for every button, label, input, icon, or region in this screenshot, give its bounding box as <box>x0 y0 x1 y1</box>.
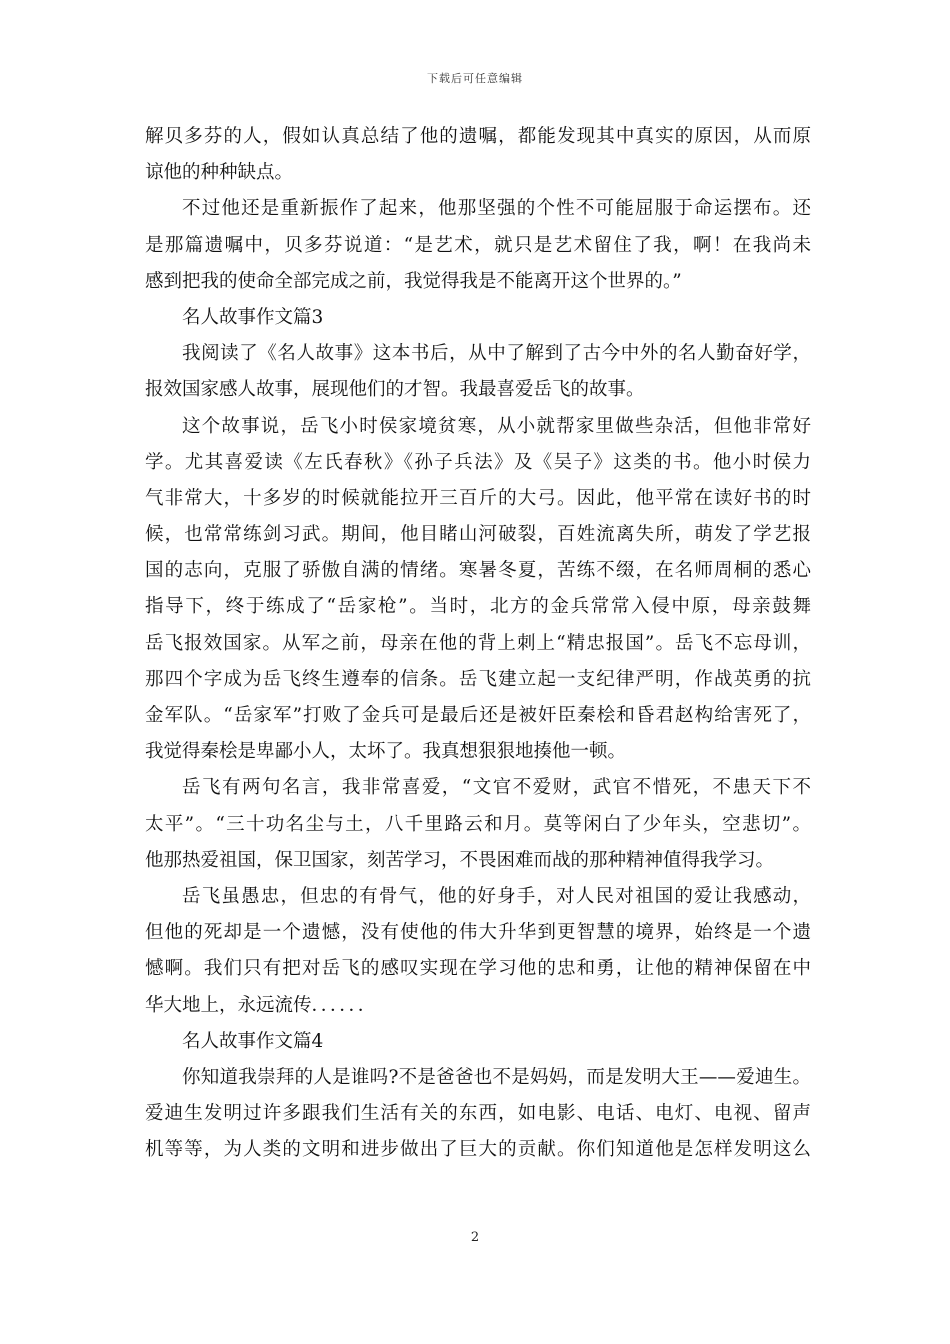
text-line: 机等等，为人类的文明和进步做出了巨大的贡献。你们知道他是怎样发明这么 <box>145 1139 811 1161</box>
text-line: 名人故事作文篇4 <box>182 1030 324 1052</box>
text-line: 是那篇遗嘱中，贝多芬说道：“是艺术，就只是艺术留住了我，啊！在我尚未 <box>145 234 811 256</box>
text-line: 解贝多芬的人，假如认真总结了他的遗嘱，都能发现其中真实的原因，从而原 <box>145 126 811 147</box>
text-line: 憾啊。我们只有把对岳飞的感叹实现在学习他的忠和勇，让他的精神保留在中 <box>145 958 811 980</box>
text-line: 气非常大，十多岁的时候就能拉开三百斤的大弓。因此，他平常在读好书的时 <box>145 487 811 509</box>
text-line: 指导下，终于练成了“岳家枪”。当时，北方的金兵常常入侵中原，母亲鼓舞 <box>145 596 811 618</box>
text-line: 爱迪生发明过许多跟我们生活有关的东西，如电影、电话、电灯、电视、留声 <box>145 1103 811 1125</box>
text-line: 国的志向，克服了骄傲自满的情绪。寒暑冬夏，苦练不缀，在名师周桐的悉心 <box>145 560 811 582</box>
text-line: 太平”。“三十功名尘与土，八千里路云和月。莫等闲白了少年头，空悲切”。 <box>145 813 811 835</box>
page-number: 2 <box>470 1230 480 1245</box>
text-line: 候，也常常练剑习武。期间，他目睹山河破裂，百姓流离失所，萌发了学艺报 <box>145 524 811 546</box>
text-line: 这个故事说，岳飞小时侯家境贫寒，从小就帮家里做些杂活，但他非常好 <box>182 415 811 437</box>
text-line: 你知道我崇拜的人是谁吗?不是爸爸也不是妈妈，而是发明大王——爱迪生。 <box>182 1066 811 1088</box>
text-line: 名人故事作文篇3 <box>182 306 324 328</box>
text-line: 报效国家感人故事，展现他们的才智。我最喜爱岳飞的故事。 <box>145 379 645 401</box>
text-line: 不过他还是重新振作了起来，他那坚强的个性不可能屈服于命运摆布。还 <box>182 198 811 220</box>
page-header: 下载后可任意编辑 <box>427 72 523 85</box>
text-line: 学。尤其喜爱读《左氏春秋》《孙子兵法》及《吴子》这类的书。他小时侯力 <box>145 451 811 473</box>
text-line: 但他的死却是一个遗憾，没有使他的伟大升华到更智慧的境界，始终是一个遗 <box>145 922 811 944</box>
text-line: 金军队。“岳家军”打败了金兵可是最后还是被奸臣秦桧和昏君赵构给害死了， <box>145 705 811 726</box>
text-line: 岳飞有两句名言，我非常喜爱，“文官不爱财，武官不惜死，不患天下不 <box>182 777 811 799</box>
text-line: 岳飞报效国家。从军之前，母亲在他的背上刺上“精忠报国”。岳飞不忘母训， <box>145 632 811 654</box>
text-line: 华大地上，永远流传．．．．．． <box>145 994 377 1016</box>
text-line: 感到把我的使命全部完成之前，我觉得我是不能离开这个世界的。” <box>145 270 682 292</box>
document-body <box>145 119 811 1168</box>
text-line: 谅他的种种缺点。 <box>145 162 294 184</box>
text-line: 我觉得秦桧是卑鄙小人，太坏了。我真想狠狠地揍他一顿。 <box>145 741 627 763</box>
text-line: 他那热爱祖国，保卫国家，刻苦学习，不畏困难而战的那种精神值得我学习。 <box>145 849 775 871</box>
text-line: 那四个字成为岳飞终生遵奉的信条。岳飞建立起一支纪律严明，作战英勇的抗 <box>145 668 811 690</box>
text-line: 岳飞虽愚忠，但忠的有骨气，他的好身手，对人民对祖国的爱让我感动， <box>182 885 811 907</box>
text-line: 我阅读了《名人故事》这本书后，从中了解到了古今中外的名人勤奋好学， <box>182 343 811 365</box>
